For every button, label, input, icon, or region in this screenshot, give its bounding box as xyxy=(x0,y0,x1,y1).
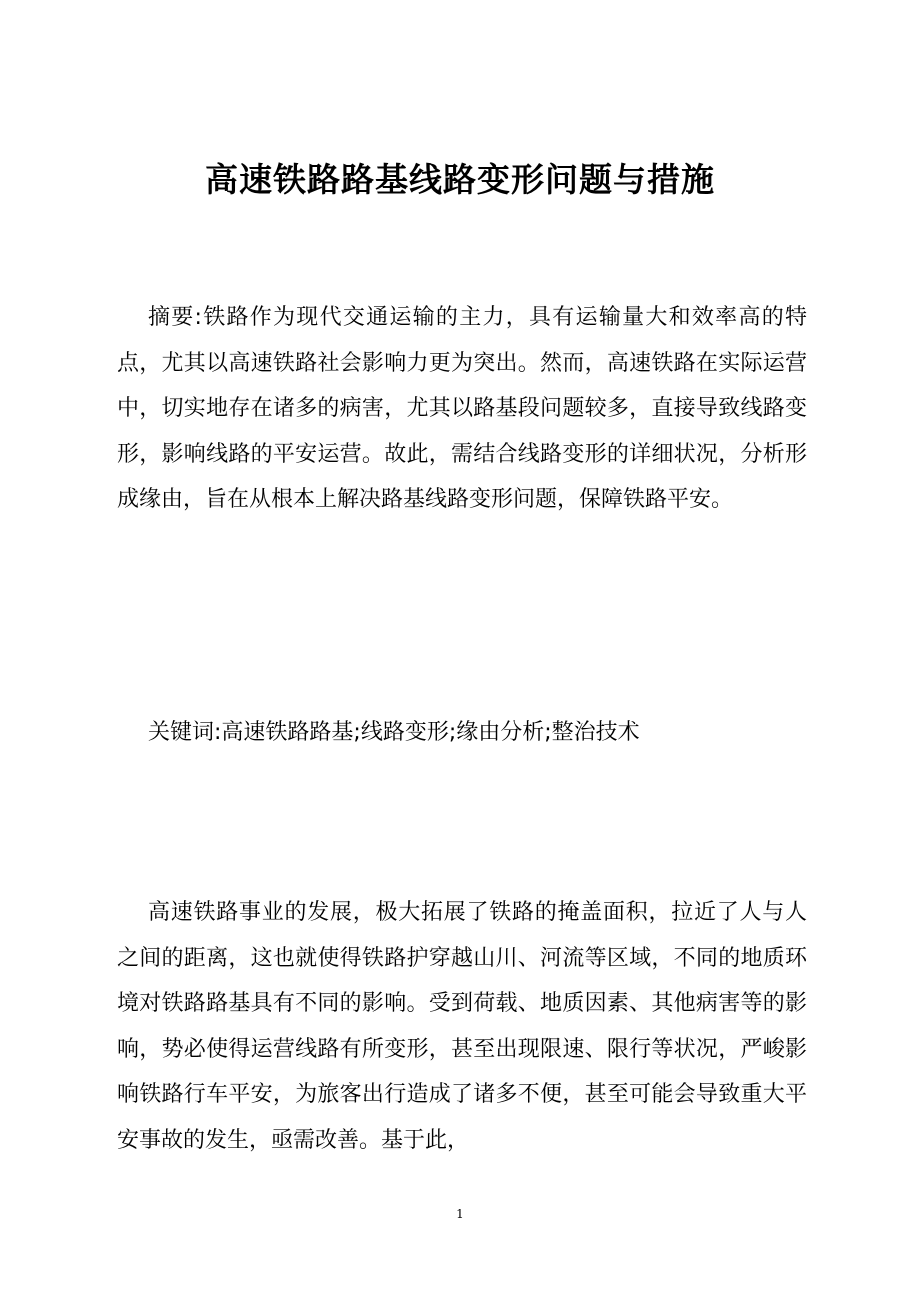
keywords-paragraph: 关键词:高速铁路路基;线路变形;缘由分析;整治技术 xyxy=(148,720,640,745)
abstract-paragraph: 摘要:铁路作为现代交通运输的主力，具有运输量大和效率高的特点，尤其以高速铁路社会影响力更为突出。然而，高速铁路在实际运营中，切实地存在诸多的病害，尤其以路基段问题较多，直接导致线路变形，影响线路的平安运营。故此，需结合线路变形的详细状况，分析形成缘由，旨在从根本上解决路基线路变形问题，保障铁路平安。 xyxy=(117,305,807,512)
body-paragraph: 高速铁路事业的发展，极大拓展了铁路的掩盖面积，拉近了人与人之间的距离，这也就使得铁路护穿越山川、河流等区域，不同的地质环境对铁路路基具有不同的影响。受到荷载、地质因素、其他病害等的影响，势必使得运营线路有所变形，甚至出现限速、限行等状况，严峻影响铁路行车平安，为旅客出行造成了诸多不便，甚至可能会导致重大平安事故的发生，亟需改善。基于此， xyxy=(117,900,807,1153)
document-title: 高速铁路路基线路变形问题与措施 xyxy=(205,160,715,199)
page-number: 1 xyxy=(456,1207,464,1221)
